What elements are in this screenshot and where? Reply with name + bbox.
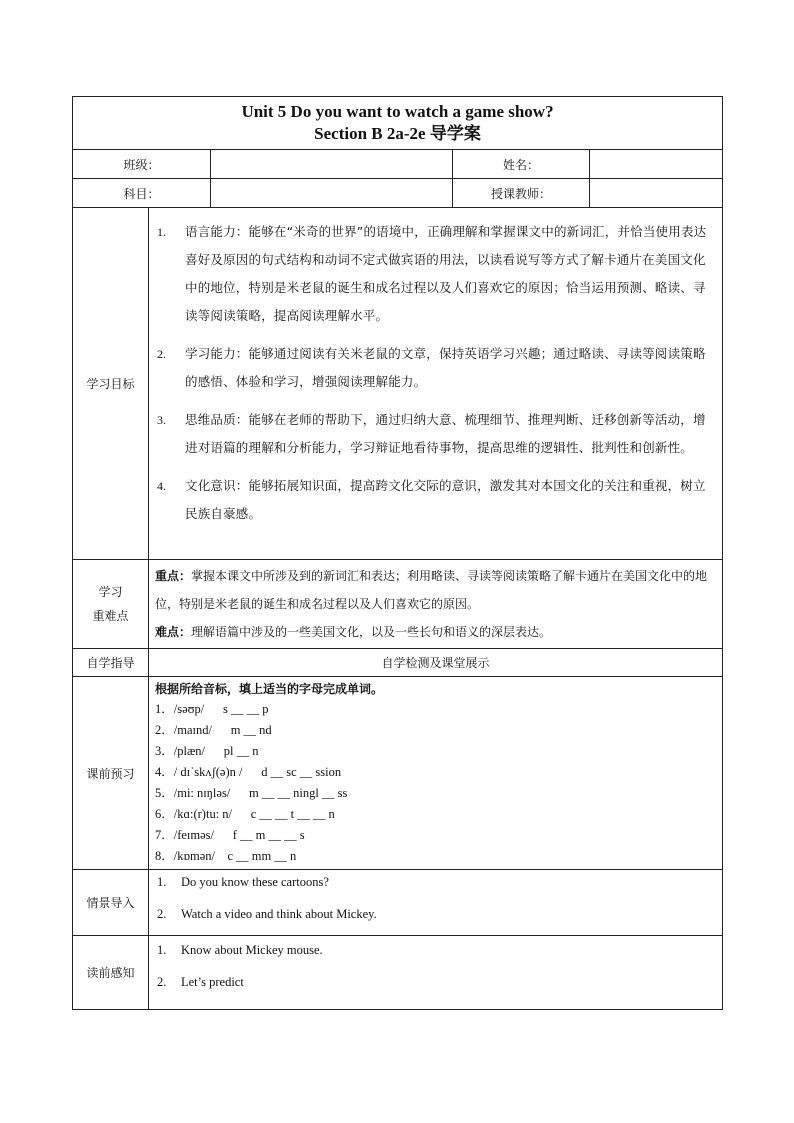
situation-text: Do you know these cartoons? <box>181 875 329 889</box>
title-cell <box>73 97 723 150</box>
objectives-label: 学习目标 <box>73 208 149 560</box>
objective-item <box>153 218 708 330</box>
objective-number: 4. <box>157 479 166 493</box>
objective-number: 3. <box>157 413 166 427</box>
pre-reading-text: Let’s predict <box>181 975 244 989</box>
self-study-content: 自学检测及课堂展示 <box>149 649 723 677</box>
objective-item <box>153 340 708 396</box>
preview-item: 7．/feɪməs/ f __ m __ __ s <box>155 828 305 842</box>
objective-text: 文化意识：能够拓展知识面，提高跨文化交际的意识，激发其对本国文化的关注和重视，树立民族自豪感。 <box>185 478 706 521</box>
preview-item: 5．/mi: nɪŋləs/ m __ __ ningl __ ss <box>155 786 348 800</box>
pre-reading-number: 2. <box>157 975 167 989</box>
situation-item <box>155 904 716 924</box>
focus-paragraph <box>155 562 708 618</box>
pre-reading-item <box>155 940 716 960</box>
objective-number: 2. <box>157 347 166 361</box>
preview-content <box>149 677 723 870</box>
situation-item <box>155 872 716 892</box>
title-line-2: Section B 2a-2e 导学案 <box>314 124 481 143</box>
pre-reading-label: 读前感知 <box>73 936 149 1010</box>
key-points-label <box>73 560 149 649</box>
preview-item: 8．/kɒmən/ c __ mm __ n <box>155 849 297 863</box>
objectives-content <box>149 208 723 560</box>
subject-field[interactable] <box>211 179 453 208</box>
preview-item: 3．/plæn/ pl __ n <box>155 744 259 758</box>
focus-text: 掌握本课文中所涉及到的新词汇和表达；利用略读、寻读等阅读策略了解卡通片在美国文化中的地位，特别是米老鼠的诞生和成名过程以及人们喜欢它的原因。 <box>155 569 708 611</box>
objective-number: 1. <box>157 225 166 239</box>
title-line-1: Unit 5 Do you want to watch a game show? <box>241 102 554 121</box>
pre-reading-number: 1. <box>157 943 167 957</box>
objective-text: 学习能力：能够通过阅读有关米老鼠的文章，保持英语学习兴趣；通过略读、寻读等阅读策略的感悟、体验和学习，增强阅读理解能力。 <box>185 346 706 389</box>
situation-label: 情景导入 <box>73 870 149 936</box>
preview-instruction: 根据所给音标，填上适当的字母完成单词。 <box>155 682 384 696</box>
worksheet-table <box>72 96 723 1010</box>
self-study-label: 自学指导 <box>73 649 149 677</box>
preview-item: 6．/kɑ:(r)tu: n/ c __ __ t __ __ n <box>155 807 335 821</box>
name-field[interactable] <box>590 150 723 179</box>
difficulty-text: 理解语篇中涉及的一些美国文化，以及一些长句和语义的深层表达。 <box>191 625 552 639</box>
teacher-field[interactable] <box>590 179 723 208</box>
key-points-content <box>149 560 723 649</box>
key-points-label-line-2: 重难点 <box>92 609 129 623</box>
difficulty-paragraph <box>155 618 708 646</box>
situation-number: 1. <box>157 875 167 889</box>
objective-item <box>153 472 708 528</box>
class-field[interactable] <box>211 150 453 179</box>
preview-label: 课前预习 <box>73 677 149 870</box>
pre-reading-item <box>155 972 716 992</box>
situation-text: Watch a video and think about Mickey. <box>181 907 377 921</box>
pre-reading-text: Know about Mickey mouse. <box>181 943 323 957</box>
key-points-label-line-1: 学习 <box>98 585 123 599</box>
situation-number: 2. <box>157 907 167 921</box>
objective-text: 语言能力：能够在“米奇的世界”的语境中，正确理解和掌握课文中的新词汇，并恰当使用表达喜好及原因的句式结构和动词不定式做宾语的用法，以读看说写等方式了解卡通片在美国文化中的地位，特别是米老鼠的诞生和成名过程以及人们喜欢它的原因；恰当运用预测、略读、寻读等阅读策略，提高阅读理解水平。 <box>185 224 707 323</box>
name-label: 姓名： <box>453 150 590 179</box>
objective-text: 思维品质：能够在老师的帮助下，通过归纳大意、梳理细节、推理判断、迁移创新等活动，增进对语篇的理解和分析能力，学习辩证地看待事物，提高思维的逻辑性、批判性和创新性。 <box>185 412 706 455</box>
situation-content <box>149 870 723 936</box>
teacher-label: 授课教师： <box>453 179 590 208</box>
focus-label: 重点： <box>155 569 192 583</box>
preview-item: 1．/səʊp/ s __ __ p <box>155 702 269 716</box>
preview-item: 4．/ dɪˈskʌʃ(ə)n / d __ sc __ ssion <box>155 765 342 779</box>
preview-item: 2．/maɪnd/ m __ nd <box>155 723 272 737</box>
difficulty-label: 难点： <box>155 625 192 639</box>
subject-label: 科目： <box>73 179 211 208</box>
pre-reading-content <box>149 936 723 1010</box>
objective-item <box>153 406 708 462</box>
class-label: 班级： <box>73 150 211 179</box>
